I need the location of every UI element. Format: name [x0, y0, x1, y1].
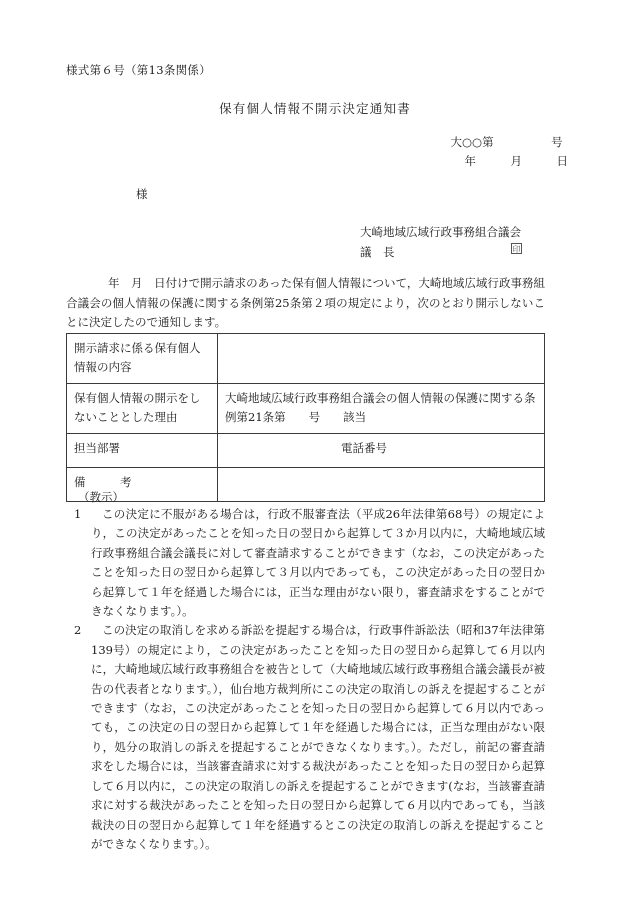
list-item	[66, 621, 545, 854]
table-cell-value: 大崎地域広域行政事務組合議会の個人情報の保護に関する条例第21条第 号 該当	[218, 384, 545, 434]
table-cell-value	[218, 434, 545, 468]
table-row	[67, 334, 545, 384]
form-number: 様式第６号（第13条関係）	[66, 63, 212, 77]
document-meta-block	[451, 133, 569, 171]
table-row	[67, 434, 545, 468]
body-paragraph: 年 月 日付けで開示請求のあった保有個人情報について，大崎地域広域行政事務組合議会の個人情報の保護に関する条例第25条第２項の規定により，次のとおり開示しないことに決定したので通知します。	[66, 276, 545, 329]
document-date: 年 月 日	[464, 154, 568, 168]
issuer-block	[360, 222, 521, 262]
page-title: 保有個人情報不開示決定通知書	[219, 101, 411, 116]
table-cell-label: 開示請求に係る保有個人情報の内容	[67, 334, 218, 384]
list-item	[66, 505, 545, 621]
seal-icon: 印	[512, 245, 521, 254]
list-item-text: この決定の取消しを求める訴訟を提起する場合は，行政事件訴訟法（昭和37年法律第139号）の規定により，この決定があったことを知った日の翌日から起算して６月以内に，大崎地域広域行政事務組合を被告として（大崎地域広域行政事務組合議会議長が被告の代表者となります。），仙台地方裁判所にこの決定の取消しの訴えを提起することができます（なお，この決定があったことを知った日の翌日から起算して６月以内であっても，この決定の日の翌日から起算して１年を経過した場合には，正当な理由がない限り，処分の取消しの訴えを提起することができなくなります。）。ただし，前記の審査請求をした場合には，当該審査請求に対する裁決があったことを知った日の翌日から起算して６月以内に，この決定の取消しの訴えを提起することができます(なお，当該審査請求に対する裁決があったことを知った日の翌日から起算して６月以内であっても，当該裁決の日の翌日から起算して１年を経過するとこの決定の取消しの訴えを提起することができなくなります。）。	[91, 623, 545, 851]
decision-table	[66, 333, 545, 502]
table-row	[67, 468, 545, 502]
document-number: 大○○第 号	[450, 135, 563, 149]
list-item-number: 1	[74, 507, 82, 521]
phone-number-label: 電話番号	[341, 441, 387, 455]
table-cell-label: 担当部署	[67, 434, 218, 468]
table-cell-label: 保有個人情報の開示をしないこととした理由	[67, 384, 218, 434]
table-cell-value	[218, 468, 545, 502]
issuer-organization: 大崎地域広域行政事務組合議会	[360, 225, 521, 239]
issuer-title-line	[360, 242, 521, 262]
addressee-line: 様	[136, 187, 148, 201]
table-row	[67, 384, 545, 434]
instructions-list	[66, 505, 545, 854]
instructions-heading: （教示）	[78, 490, 124, 504]
issuer-title-text: 議 長	[360, 245, 395, 259]
list-item-text: この決定に不服がある場合は，行政不服審査法（平成26年法律第68号）の規定により，この決定があったことを知った日の翌日から起算して３か月以内に，大崎地域広域行政事務組合議会議長に対して審査請求することができます（なお，この決定があったことを知った日の翌日から起算して３月以内であっても，この決定があった日の翌日から起算して１年を経過した場合には，正当な理由がない限り，審査請求をすることができなくなります。）。	[91, 507, 545, 619]
table-cell-label: 備 考	[67, 468, 218, 502]
list-item-number: 2	[74, 623, 82, 638]
table-cell-value	[218, 334, 545, 384]
